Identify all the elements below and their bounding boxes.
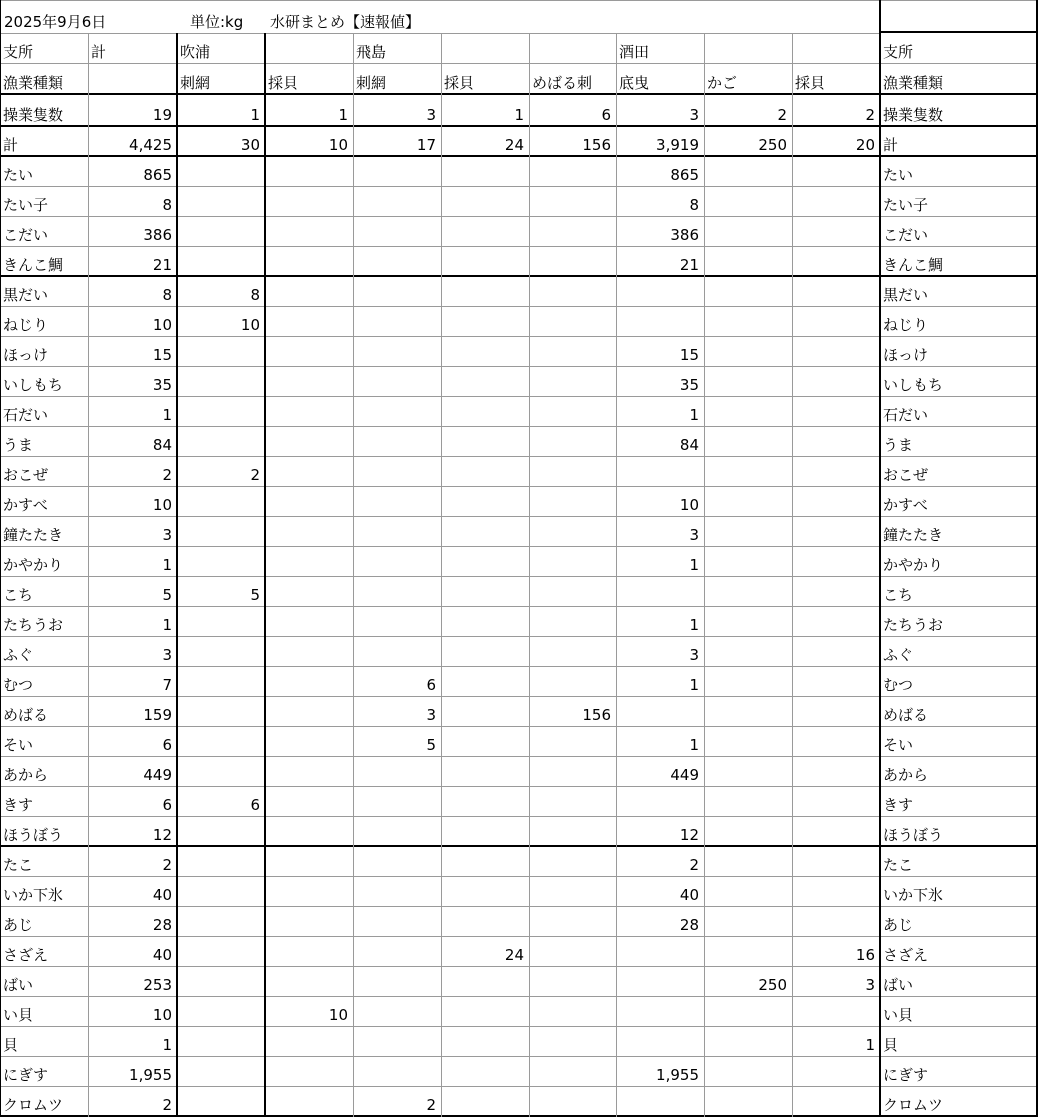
data-cell: 17: [416, 136, 436, 153]
data-cell: 1: [689, 616, 699, 633]
fishery-type-label-right: 漁業種類: [883, 74, 944, 91]
grid-line: [0, 186, 1037, 187]
data-cell: 386: [670, 226, 699, 243]
row-label-right: 黒だい: [883, 286, 929, 303]
data-cell: 1,955: [656, 1066, 699, 1083]
data-cell: 10: [240, 316, 260, 333]
row-label: たこ: [3, 856, 34, 873]
grid-line: [0, 63, 1037, 64]
data-cell: 24: [504, 136, 524, 153]
data-cell: 5: [162, 586, 172, 603]
data-cell: 1: [338, 106, 348, 123]
data-cell: 1,955: [129, 1066, 172, 1083]
row-label: 鐘たたき: [3, 526, 64, 543]
grid-line: [0, 216, 1037, 217]
grid-line: [879, 31, 1037, 33]
fishery-type-header: 採貝: [268, 74, 299, 91]
grid-line: [0, 666, 1037, 667]
row-label-right: ほっけ: [883, 346, 929, 363]
data-cell: 3: [689, 106, 699, 123]
grid-line: [0, 1056, 1037, 1057]
row-label-right: たい: [883, 166, 914, 183]
data-cell: 15: [152, 346, 172, 363]
grid-line: [0, 1115, 1037, 1117]
group-header-tobishima: 飛島: [356, 43, 387, 60]
data-cell: 5: [250, 586, 260, 603]
data-cell: 253: [143, 976, 172, 993]
grid-line: [0, 155, 1037, 157]
row-label-right: かやかり: [883, 556, 944, 573]
sheet-date: 2025年9月6日: [4, 13, 107, 30]
data-cell: 2: [162, 466, 172, 483]
fishery-type-header: かご: [707, 74, 738, 91]
row-label: クロムツ: [3, 1096, 64, 1113]
fishery-type-header: 刺網: [356, 74, 387, 91]
data-cell: 2: [865, 106, 875, 123]
data-cell: 1: [689, 676, 699, 693]
data-cell: 40: [679, 886, 699, 903]
data-cell: 1: [162, 1036, 172, 1053]
data-cell: 1: [689, 556, 699, 573]
data-cell: 10: [328, 1006, 348, 1023]
data-cell: 449: [670, 766, 699, 783]
row-label: ほっけ: [3, 346, 49, 363]
grid-line: [0, 845, 1037, 847]
data-cell: 1: [514, 106, 524, 123]
grid-line: [529, 33, 530, 1117]
data-cell: 1: [865, 1036, 875, 1053]
row-label: こち: [3, 586, 34, 603]
grid-line: [0, 0, 1, 1117]
data-cell: 8: [250, 286, 260, 303]
data-cell: 2: [689, 856, 699, 873]
data-cell: 8: [162, 196, 172, 213]
data-cell: 3: [426, 106, 436, 123]
row-label-right: クロムツ: [883, 1096, 944, 1113]
data-cell: 1: [689, 736, 699, 753]
grid-line: [0, 0, 1037, 1]
grid-line: [0, 546, 1037, 547]
data-cell: 10: [152, 496, 172, 513]
data-cell: 12: [152, 826, 172, 843]
data-cell: 3,919: [656, 136, 699, 153]
row-label: 貝: [3, 1036, 19, 1053]
row-label-right: むつ: [883, 676, 914, 693]
row-label: きんこ鯛: [3, 256, 64, 273]
row-label: きす: [3, 796, 34, 813]
row-label-right: ふぐ: [883, 646, 914, 663]
grid-line: [0, 876, 1037, 877]
data-cell: 2: [777, 106, 787, 123]
row-label: たちうお: [3, 616, 64, 633]
data-cell: 1: [162, 406, 172, 423]
grid-line: [0, 726, 1037, 727]
row-label-right: たい子: [883, 196, 929, 213]
data-cell: 3: [865, 976, 875, 993]
grid-line: [704, 33, 705, 1117]
grid-line: [0, 786, 1037, 787]
data-cell: 8: [689, 196, 699, 213]
grid-line: [0, 396, 1037, 397]
grid-line: [0, 336, 1037, 337]
row-label-right: あから: [883, 766, 929, 783]
data-cell: 2: [426, 1096, 436, 1113]
data-cell: 19: [152, 106, 172, 123]
row-label: 計: [3, 136, 19, 153]
row-label: いか下氷: [3, 886, 64, 903]
data-cell: 30: [240, 136, 260, 153]
data-cell: 16: [855, 946, 875, 963]
row-label: ほうぼう: [3, 826, 64, 843]
row-label-right: こち: [883, 586, 914, 603]
fishery-type-header: 刺網: [180, 74, 211, 91]
data-cell: 20: [855, 136, 875, 153]
row-label: ばい: [3, 976, 34, 993]
row-label-right: こだい: [883, 226, 929, 243]
grid-line: [879, 0, 881, 1117]
group-header-fukura: 吹浦: [180, 43, 211, 60]
row-label: さざえ: [3, 946, 49, 963]
grid-line: [1036, 0, 1038, 1117]
row-label-right: ねじり: [883, 316, 929, 333]
sheet-unit: 単位:kg: [190, 13, 244, 30]
data-cell: 1: [689, 406, 699, 423]
grid-line: [0, 33, 879, 34]
grid-line: [0, 366, 1037, 367]
row-label: そい: [3, 736, 34, 753]
data-cell: 1: [162, 556, 172, 573]
data-cell: 2: [250, 466, 260, 483]
row-label-right: たちうお: [883, 616, 944, 633]
data-cell: 1: [162, 616, 172, 633]
grid-line: [0, 93, 1037, 95]
data-cell: 35: [152, 376, 172, 393]
data-cell: 10: [328, 136, 348, 153]
data-cell: 156: [582, 136, 611, 153]
row-label-right: 石だい: [883, 406, 929, 423]
data-cell: 6: [162, 736, 172, 753]
row-label: めばる: [3, 706, 49, 723]
data-cell: 3: [426, 706, 436, 723]
row-label-right: そい: [883, 736, 914, 753]
data-cell: 6: [250, 796, 260, 813]
grid-line: [441, 33, 442, 1117]
row-label: かやかり: [3, 556, 64, 573]
row-label: 石だい: [3, 406, 49, 423]
row-label-right: ばい: [883, 976, 914, 993]
grid-line: [0, 275, 1037, 277]
grid-line: [0, 606, 1037, 607]
data-cell: 6: [601, 106, 611, 123]
grid-line: [0, 246, 1037, 247]
data-cell: 4,425: [129, 136, 172, 153]
data-cell: 10: [152, 1006, 172, 1023]
row-label-right: にぎす: [883, 1066, 929, 1083]
data-cell: 156: [582, 706, 611, 723]
grid-line: [0, 516, 1037, 517]
data-cell: 84: [152, 436, 172, 453]
grid-line: [0, 996, 1037, 997]
data-cell: 250: [758, 136, 787, 153]
grid-line: [616, 33, 617, 1117]
row-label: たい: [3, 166, 34, 183]
row-label: かすべ: [3, 496, 48, 513]
data-cell: 28: [679, 916, 699, 933]
grid-line: [0, 906, 1037, 907]
row-label: あじ: [3, 916, 34, 933]
data-cell: 6: [426, 676, 436, 693]
fishery-type-header: 採貝: [444, 74, 475, 91]
data-cell: 1: [250, 106, 260, 123]
row-label: うま: [3, 436, 34, 453]
fishery-type-header: 底曳: [619, 74, 650, 91]
grid-line: [0, 966, 1037, 967]
row-label: むつ: [3, 676, 34, 693]
row-label: いしもち: [3, 376, 64, 393]
grid-line: [0, 486, 1037, 487]
grid-line: [353, 33, 354, 1117]
row-label-right: たこ: [883, 856, 914, 873]
branch-label-right: 支所: [883, 43, 914, 60]
grid-line: [0, 1026, 1037, 1027]
row-label-right: ほうぼう: [883, 826, 944, 843]
data-cell: 7: [162, 676, 172, 693]
data-cell: 10: [679, 496, 699, 513]
row-label-right: いしもち: [883, 376, 944, 393]
data-cell: 3: [689, 526, 699, 543]
grid-line: [0, 936, 1037, 937]
grid-line: [0, 636, 1037, 637]
total-column-header: 計: [91, 43, 107, 60]
grid-line: [176, 33, 178, 1117]
row-label-right: めばる: [883, 706, 929, 723]
row-label: あから: [3, 766, 49, 783]
row-label-right: 計: [883, 136, 899, 153]
data-cell: 3: [162, 646, 172, 663]
group-header-sakata: 酒田: [619, 43, 650, 60]
row-label: おこぜ: [3, 466, 49, 483]
row-label-right: あじ: [883, 916, 914, 933]
data-cell: 865: [143, 166, 172, 183]
sheet-title: 水研まとめ【速報値】: [270, 13, 421, 30]
row-label: たい子: [3, 196, 49, 213]
data-cell: 40: [152, 946, 172, 963]
fishery-type-label: 漁業種類: [3, 74, 64, 91]
row-label: い貝: [3, 1006, 34, 1023]
row-label: にぎす: [3, 1066, 49, 1083]
row-label-right: きす: [883, 796, 914, 813]
grid-line: [0, 306, 1037, 307]
data-cell: 10: [152, 316, 172, 333]
row-label-right: いか下氷: [883, 886, 944, 903]
row-label: ふぐ: [3, 646, 34, 663]
data-cell: 28: [152, 916, 172, 933]
row-label: 黒だい: [3, 286, 49, 303]
grid-line: [0, 1086, 1037, 1087]
data-cell: 3: [162, 526, 172, 543]
row-label-right: 操業隻数: [883, 106, 944, 123]
data-cell: 35: [679, 376, 699, 393]
branch-label: 支所: [3, 43, 34, 60]
data-cell: 8: [162, 286, 172, 303]
row-label-right: おこぜ: [883, 466, 929, 483]
row-label-right: 鐘たたき: [883, 526, 944, 543]
grid-line: [0, 456, 1037, 457]
grid-line: [264, 33, 266, 1117]
grid-line: [0, 125, 1037, 127]
data-cell: 2: [162, 856, 172, 873]
data-cell: 5: [426, 736, 436, 753]
row-label-right: きんこ鯛: [883, 256, 944, 273]
row-label: 操業隻数: [3, 106, 64, 123]
row-label-right: さざえ: [883, 946, 929, 963]
grid-line: [0, 696, 1037, 697]
data-cell: 250: [758, 976, 787, 993]
data-cell: 3: [689, 646, 699, 663]
fishery-type-header: めばる刺: [532, 74, 593, 91]
data-cell: 21: [679, 256, 699, 273]
data-cell: 865: [670, 166, 699, 183]
grid-line: [0, 816, 1037, 817]
row-label-right: うま: [883, 436, 914, 453]
data-cell: 449: [143, 766, 172, 783]
row-label-right: 貝: [883, 1036, 899, 1053]
data-cell: 6: [162, 796, 172, 813]
row-label: ねじり: [3, 316, 49, 333]
fishery-type-header: 採貝: [795, 74, 826, 91]
data-cell: 40: [152, 886, 172, 903]
data-cell: 84: [679, 436, 699, 453]
grid-line: [88, 33, 89, 1117]
row-label: こだい: [3, 226, 49, 243]
row-label-right: い貝: [883, 1006, 914, 1023]
grid-line: [0, 756, 1037, 757]
data-cell: 15: [679, 346, 699, 363]
grid-line: [792, 33, 793, 1117]
data-cell: 21: [152, 256, 172, 273]
data-cell: 24: [504, 946, 524, 963]
data-cell: 12: [679, 826, 699, 843]
data-cell: 2: [162, 1096, 172, 1113]
data-cell: 386: [143, 226, 172, 243]
data-cell: 159: [143, 706, 172, 723]
grid-line: [0, 576, 1037, 577]
grid-line: [0, 426, 1037, 427]
row-label-right: かすべ: [883, 496, 928, 513]
